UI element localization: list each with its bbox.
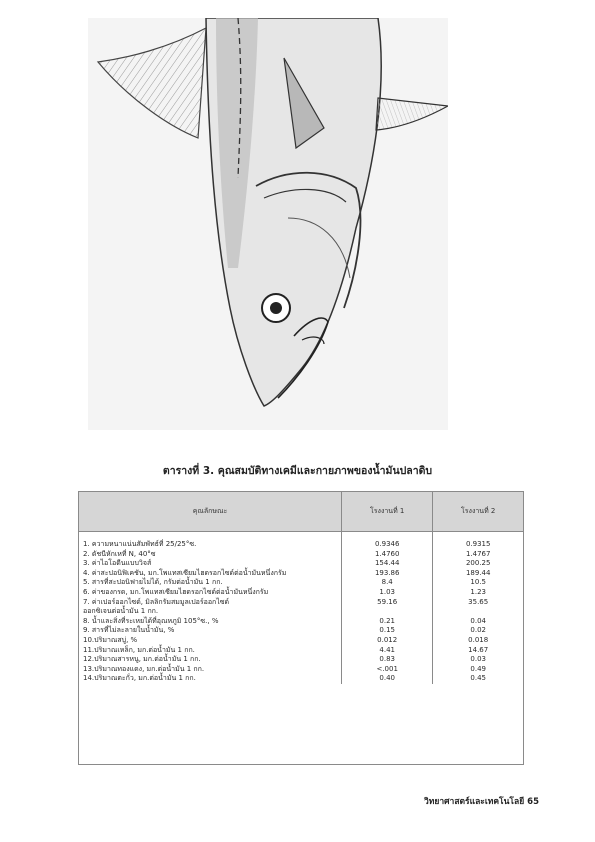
- table-row: [79, 569, 523, 579]
- table-row: [79, 636, 523, 646]
- property-cell: 11.ปริมาณเหล็ก, มก.ต่อน้ำมัน 1 กก.: [83, 645, 195, 654]
- property-cell: 2. ดัชนีหักเหที่ N, 40°ซ: [83, 549, 156, 558]
- property-cell: 4. ค่าสะปอนิฟิเคชัน, มก.โพแทสเซียมไฮดรอกไซด์ต่อน้ำมันหนึ่งกรัม: [83, 568, 287, 577]
- plant-1-value: 1.4760: [342, 550, 433, 560]
- page-footer: [424, 794, 539, 808]
- plant-2-value: 1.23: [433, 588, 523, 598]
- plant-1-value: 193.86: [342, 569, 433, 579]
- table-header-row: [79, 492, 523, 532]
- table-row: [79, 655, 523, 665]
- table-row: [79, 532, 523, 550]
- table-row: [79, 559, 523, 569]
- plant-1-value: 1.03: [342, 588, 433, 598]
- plant-2-value: 1.4767: [433, 550, 523, 560]
- plant-2-value: [433, 607, 523, 617]
- table-row: [79, 588, 523, 598]
- property-cell: 8. น้ำและสิ่งที่ระเหยได้ที่อุณหภูมิ 105°ซ., %: [83, 616, 219, 625]
- fish-drawing: [88, 18, 448, 430]
- plant-2-value: 0.49: [433, 665, 523, 675]
- table-row: [79, 578, 523, 588]
- property-cell: 3. ค่าไอโอดีนแบบวิจส์: [83, 559, 152, 568]
- plant-2-value: 0.03: [433, 655, 523, 665]
- header-plant-1: โรงงานที่ 1: [342, 492, 433, 532]
- property-cell: 9. สารที่ไม่ละลายในน้ำมัน, %: [83, 626, 175, 635]
- journal-name: วิทยาศาสตร์และเทคโนโลยี: [424, 797, 525, 807]
- property-cell: 10.ปริมาณสบู่, %: [83, 635, 138, 644]
- plant-1-value: <.001: [342, 665, 433, 675]
- plant-1-value: [342, 607, 433, 617]
- plant-1-value: 0.40: [342, 674, 433, 684]
- plant-1-value: 8.4: [342, 578, 433, 588]
- plant-1-value: 0.21: [342, 617, 433, 627]
- table-row: [79, 674, 523, 684]
- fish-illustration: [88, 18, 448, 430]
- plant-1-value: 0.83: [342, 655, 433, 665]
- table-body: [79, 532, 523, 684]
- plant-1-value: 4.41: [342, 646, 433, 656]
- property-cell: 12.ปริมาณสารหนู, มก.ต่อน้ำมัน 1 กก.: [83, 655, 201, 664]
- plant-2-value: 14.67: [433, 646, 523, 656]
- plant-1-value: 0.15: [342, 626, 433, 636]
- property-cell: 7. ค่าเปอร์ออกไซด์, มิลลิกรัมสมมูลเปอร์ออกไซด์: [83, 597, 230, 606]
- property-cell: ออกซิเจนต่อน้ำมัน 1 กก.: [83, 607, 159, 616]
- table-row: [79, 646, 523, 656]
- table-row: [79, 607, 523, 617]
- page-number: 65: [527, 797, 539, 807]
- plant-1-value: 59.16: [342, 598, 433, 608]
- plant-2-value: 0.45: [433, 674, 523, 684]
- table-row: [79, 665, 523, 675]
- plant-1-value: 0.012: [342, 636, 433, 646]
- plant-2-value: 189.44: [433, 569, 523, 579]
- property-cell: 1. ความหนาแน่นสัมพัทธ์ที่ 25/25°ซ.: [83, 540, 197, 548]
- table-row: [79, 598, 523, 608]
- property-cell: 14.ปริมาณตะกั่ว, มก.ต่อน้ำมัน 1 กก.: [83, 674, 196, 683]
- plant-2-value: 0.02: [433, 626, 523, 636]
- table-row: [79, 617, 523, 627]
- plant-1-value: 154.44: [342, 559, 433, 569]
- plant-1-value: 0.9346: [342, 532, 433, 550]
- properties-table: [79, 492, 523, 684]
- table-row: [79, 626, 523, 636]
- plant-2-value: 10.5: [433, 578, 523, 588]
- fish-oil-properties-table: [78, 491, 524, 765]
- plant-2-value: 200.25: [433, 559, 523, 569]
- table-title: ตารางที่ 3. คุณสมบัติทางเคมีและกายภาพของน้ำมันปลาดิบ: [162, 465, 433, 477]
- property-cell: 5. สารที่สะปอนิฟายไม่ได้, กรัมต่อน้ำมัน 1 กก.: [83, 578, 223, 587]
- plant-2-value: 0.04: [433, 617, 523, 627]
- plant-2-value: 35.65: [433, 598, 523, 608]
- property-cell: 13.ปริมาณทองแดง, มก.ต่อน้ำมัน 1 กก.: [83, 664, 205, 673]
- plant-2-value: 0.9315: [433, 532, 523, 550]
- table-row: [79, 550, 523, 560]
- header-property: คุณลักษณะ: [79, 492, 342, 532]
- header-plant-2: โรงงานที่ 2: [433, 492, 523, 532]
- plant-2-value: 0.018: [433, 636, 523, 646]
- property-cell: 6. ค่าของกรด, มก.โพแทสเซียมไฮดรอกไซด์ต่อน้ำมันหนึ่งกรัม: [83, 587, 269, 596]
